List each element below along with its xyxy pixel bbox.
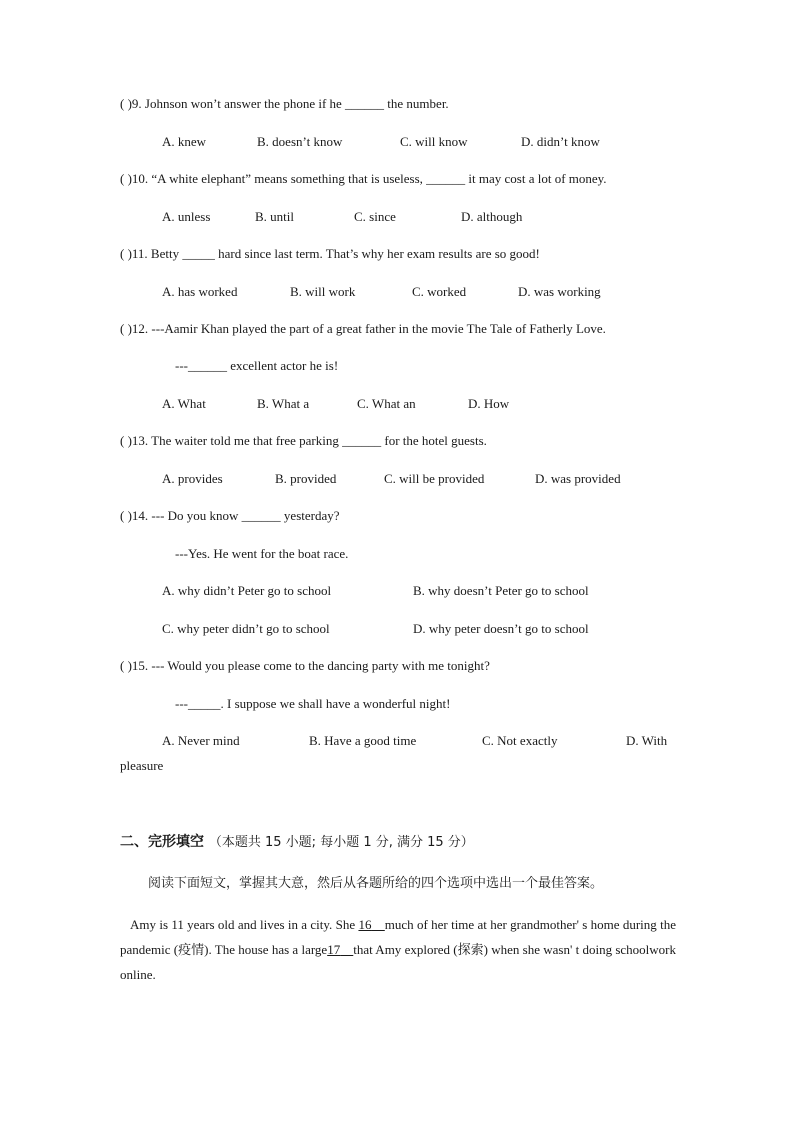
q15-option-d: D. With (626, 733, 668, 748)
q15-reply: ---_____. I suppose we shall have a wonderful night! (175, 696, 451, 711)
question-9-stem: ( )9. Johnson won’t answer the phone if he ______ the number. (120, 96, 449, 111)
q15-option-b: B. Have a good time (309, 733, 417, 748)
passage-text-2: much of her time at her grandmother' s home during the pandemic (疫情). The house has a large (120, 917, 676, 957)
q14-option-a: A. why didn’t Peter go to school (162, 583, 332, 598)
q15-option-c: C. Not exactly (482, 733, 558, 748)
q9-option-c: C. will know (400, 134, 468, 149)
question-14-stem: ( )14. --- Do you know ______ yesterday? (120, 508, 340, 523)
question-13-stem: ( )13. The waiter told me that free parking ______ for the hotel guests. (120, 433, 487, 448)
question-12-stem: ( )12. ---Aamir Khan played the part of a great father in the movie The Tale of Fatherly Love. (120, 321, 606, 336)
q12-option-d: D. How (468, 396, 510, 411)
q9-option-a: A. knew (162, 134, 207, 149)
q15-option-a: A. Never mind (162, 733, 240, 748)
q12-reply: ---______ excellent actor he is! (175, 358, 339, 373)
q10-option-b: B. until (255, 209, 295, 224)
q13-option-c: C. will be provided (384, 471, 485, 486)
q12-option-b: B. What a (257, 396, 310, 411)
section-2-instruction: 阅读下面短文，掌握其大意，然后从各题所给的四个选项中选出一个最佳答案。 (148, 876, 604, 891)
q14-option-b: B. why doesn’t Peter go to school (413, 583, 589, 598)
cloze-passage (120, 912, 676, 987)
blank-17: 17 (327, 942, 341, 957)
passage-text-3: that Amy explored (探索) when she wasn' t doing schoolwork online. (120, 942, 677, 982)
q13-option-b: B. provided (275, 471, 337, 486)
q13-option-a: A. provides (162, 471, 223, 486)
question-10-stem: ( )10. “A white elephant” means something that is useless, ______ it may cost a lot of money. (120, 171, 607, 186)
q12-option-c: C. What an (357, 396, 416, 411)
q14-option-d: D. why peter doesn’t go to school (413, 621, 589, 636)
q15-option-d-continued: pleasure (120, 758, 164, 773)
q9-option-b: B. doesn’t know (257, 134, 343, 149)
question-11-stem: ( )11. Betty _____ hard since last term. That’s why her exam results are so good! (120, 246, 540, 261)
q11-option-a: A. has worked (162, 284, 238, 299)
q10-option-c: C. since (354, 209, 396, 224)
q11-option-b: B. will work (290, 284, 356, 299)
q12-option-a: A. What (162, 396, 206, 411)
q10-option-d: D. although (461, 209, 523, 224)
question-15-stem: ( )15. --- Would you please come to the dancing party with me tonight? (120, 658, 490, 673)
passage-text-1: Amy is 11 years old and lives in a city. She (130, 917, 359, 932)
blank-16: 16 (358, 917, 372, 932)
section-2-note: （本题共 15 小题; 每小题 1 分, 满分 15 分） (208, 835, 474, 850)
section-2-title: 二、完形填空 (120, 834, 204, 850)
q11-option-d: D. was working (518, 284, 601, 299)
q10-option-a: A. unless (162, 209, 211, 224)
q14-reply: ---Yes. He went for the boat race. (175, 546, 349, 561)
q9-option-d: D. didn’t know (521, 134, 600, 149)
q13-option-d: D. was provided (535, 471, 621, 486)
q11-option-c: C. worked (412, 284, 467, 299)
q14-option-c: C. why peter didn’t go to school (162, 621, 330, 636)
section-2-heading (120, 834, 474, 851)
